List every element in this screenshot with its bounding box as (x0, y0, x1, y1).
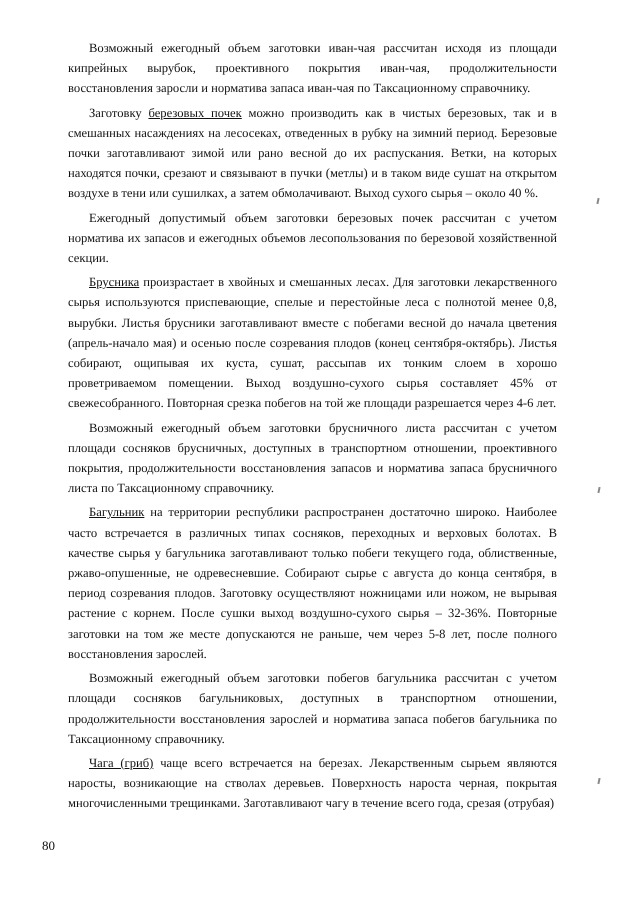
margin-mark (597, 778, 600, 784)
text-run: произрастает в хвойных и смешанных лесах. Для заготовки лекарственного сырья используются приспевающие, спелые и перестойные леса с полнотой менее 0,8, вырубки. Листья брусники заготавливают вместе с побегами весной до начала цветения (апрель-начало мая) и осенью после созревания плодов (конец сентября-октябрь). Листья собирают, ощипывая их куста, сушат, рассыпав их тонким слоем в хорошо проветриваемом помещении. Выход воздушно-сухого сырья составляет 45% от свежесобранного. Повторная срезка побегов на той же площади разрешается через 4-6 лет. (68, 275, 557, 411)
paragraph (68, 272, 557, 413)
term-heading: Брусника (89, 275, 140, 290)
document-page (68, 38, 557, 818)
text-run: Возможный ежегодный объем заготовки побегов багульника рассчитан с учетом площади сосняков багульниковых, доступных в транспортном отношении, продолжительности восстановления зарослей и норматива запаса побегов багульника по Таксационному справочнику. (68, 671, 557, 746)
text-run: Ежегодный допустимый объем заготовки березовых почек рассчитан с учетом норматива их запасов и ежегодных объемов лесопользования по березовой хозяйственной секции. (68, 210, 557, 266)
paragraph (68, 668, 557, 749)
paragraph (68, 753, 557, 814)
paragraph (68, 502, 557, 664)
paragraph (68, 38, 557, 99)
term-heading: березовых почек (148, 105, 242, 120)
margin-mark (596, 198, 599, 204)
paragraph (68, 418, 557, 499)
text-run: Заготовку (89, 105, 149, 120)
paragraph (68, 208, 557, 269)
margin-mark (597, 487, 600, 493)
text-run: чаще всего встречается на березах. Лекарственным сырьем являются наросты, возникающие на стволах деревьев. Поверхность нароста черная, покрытая многочисленными трещинками. Заготавливают чагу в течение всего года, срезая (отрубая) (68, 755, 557, 811)
page-number: 80 (42, 838, 55, 853)
paragraph (68, 103, 557, 204)
term-heading: Чага (гриб) (89, 755, 154, 770)
term-heading: Багульник (89, 505, 145, 520)
text-run: можно производить как в чистых березовых, так и в смешанных насаждениях на лесосеках, отведенных в рубку на зимний период. Березовые почки заготавливают зимой или рано весной до их распускания. Ветки, на которых находятся почки, срезают и связывают в пучки (метлы) и в таком виде сушат на открытом воздухе в тени или сушилках, а затем обмолачивают. Выход сухого сырья – около 40 %. (68, 105, 557, 201)
text-run: Возможный ежегодный объем заготовки брусничного листа рассчитан с учетом площади сосняков брусничных, доступных в транспортном отношении, проективного покрытия, продолжительности восстановления запасов и норматива запаса брусничного листа по Таксационному справочнику. (68, 420, 557, 496)
text-run: Возможный ежегодный объем заготовки иван-чая рассчитан исходя из площади кипрейных вырубок, проективного покрытия иван-чая, продолжительности восстановления заросли и норматива запаса иван-чая по Таксационному справочнику. (68, 41, 557, 96)
text-run: на территории республики распространен достаточно широко. Наиболее часто встречается в различных типах сосняков, переходных и верховых болотах. В качестве сырья у багульника заготавливают только побеги текущего года, облиственные, ржаво-опушенные, не одревесневшие. Собирают сырье с августа до конца сентября, в период созревания плодов. Заготовку осуществляют ножницами или ножом, не вырывая растение с корнем. После сушки выход воздушно-сухого сырья – 32-36%. Повторные заготовки на том же месте допускаются не раньше, чем через 5-8 лет, после полного восстановления зарослей. (68, 505, 557, 661)
